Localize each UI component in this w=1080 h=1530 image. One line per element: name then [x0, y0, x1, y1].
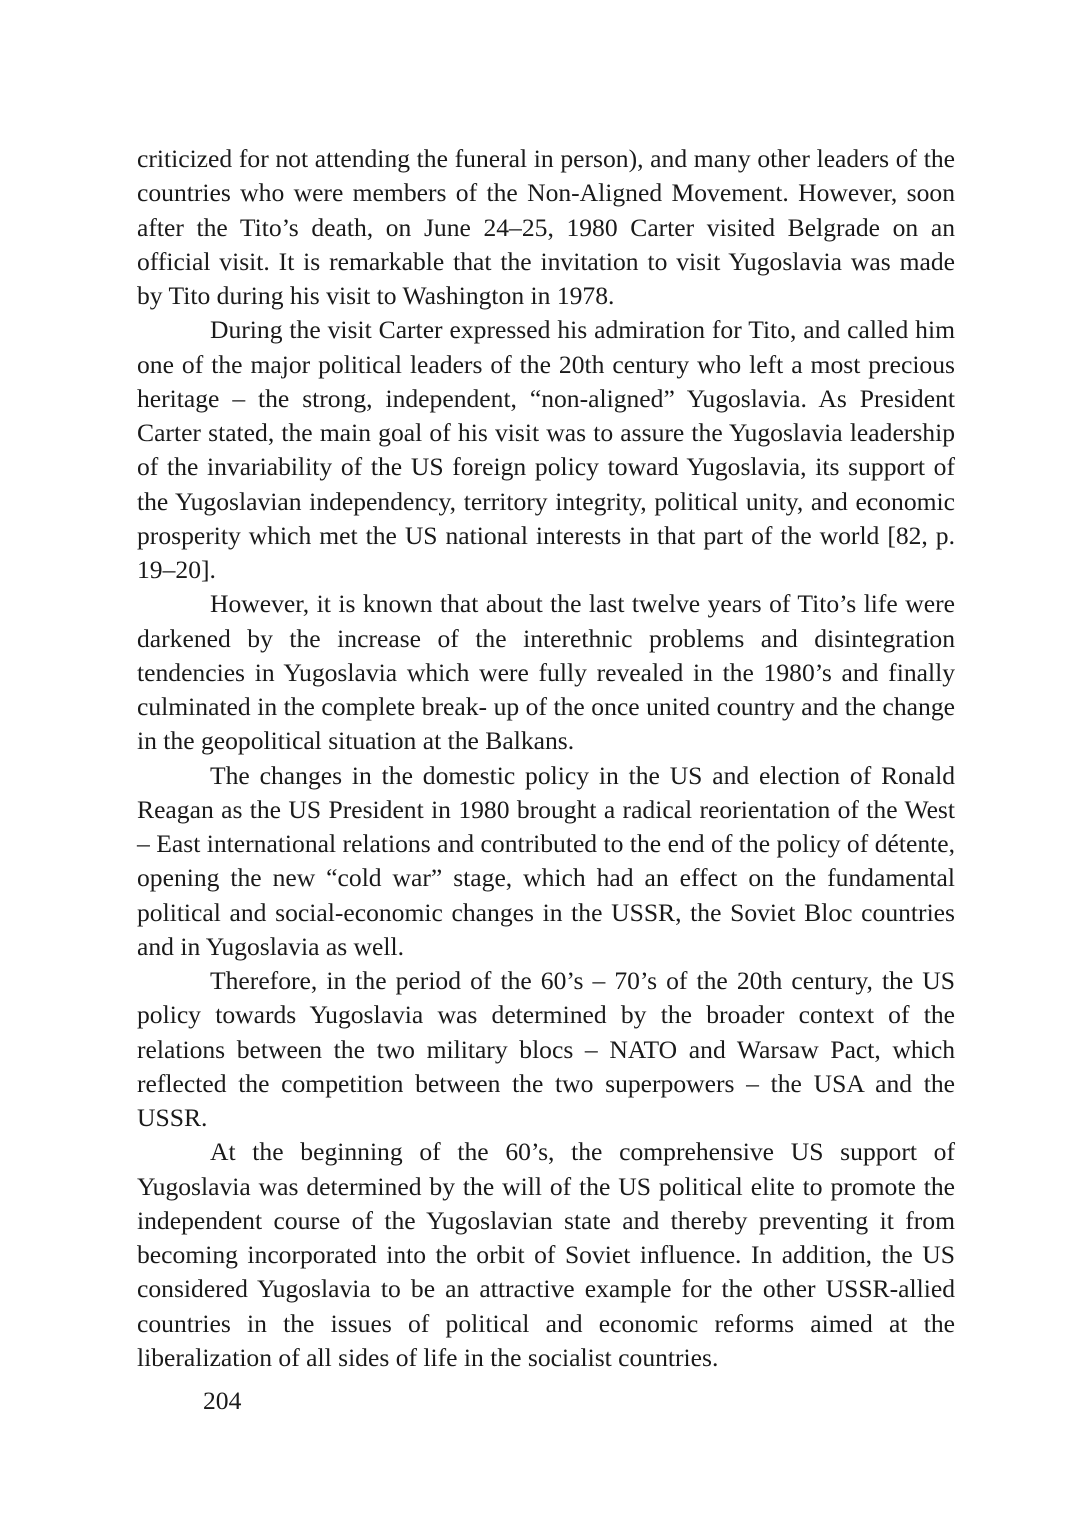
- paragraph-carter-visit: During the visit Carter expressed his admiration for Tito, and called him one of the major political leaders of the 20th century who left a most precious heritage – the strong, independent, “non-aligned” Yugoslavia. As President Carter stated, the main goal of his visit was to assure the Yugoslavia leadership of the invariability of the US foreign policy toward Yugoslavia, its support of the Yugoslavian independency, territory integrity, political unity, and economic prosperity which met the US national interests in that part of the world [82, p. 19–20].: [137, 315, 955, 584]
- paragraph-us-policy-60s-70s: Therefore, in the period of the 60’s – 70’s of the 20th century, the US policy towards Yugoslavia was determined by the broader context of the relations between the two military blocs – NATO and Warsaw Pact, which reflected the competition between the two superpowers – the USA and the USSR.: [137, 966, 955, 1132]
- paragraph-tito-last-years: However, it is known that about the last twelve years of Tito’s life were darkened by the increase of the interethnic problems and disintegration tendencies in Yugoslavia which were fully revealed in the 1980’s and finally culminated in the complete break- up of the once united country and the change in the geopolitical situation at the Balkans.: [137, 589, 955, 756]
- paragraph-reagan-election: The changes in the domestic policy in the US and election of Ronald Reagan as the US President in 1980 brought a radical reorientation of the West – East international relations and contributed to the end of the policy of détente, opening the new “cold war” stage, which had an effect on the fundamental political and social-economic changes in the USSR, the Soviet Bloc countries and in Yugoslavia as well.: [137, 760, 955, 961]
- page-number: 204: [203, 1386, 242, 1415]
- body-text: [137, 142, 955, 1375]
- paragraph-us-support-60s: At the beginning of the 60’s, the comprehensive US support of Yugoslavia was determined by the will of the US political elite to promote the independent course of the Yugoslavian state and thereby preventing it from becoming incorporated into the orbit of Soviet influence. In addition, the US considered Yugoslavia to be an attractive example for the other USSR-allied countries in the issues of political and economic reforms aimed at the liberalization of all sides of life in the socialist countries.: [137, 1137, 955, 1372]
- paragraph-continued: criticized for not attending the funeral in person), and many other leaders of the countries who were members of the Non-Aligned Movement. However, soon after the Tito’s death, on June 24–25, 1980 Carter visited Belgrade on an official visit. It is remarkable that the invitation to visit Yugoslavia was made by Tito during his visit to Washington in 1978.: [137, 144, 955, 310]
